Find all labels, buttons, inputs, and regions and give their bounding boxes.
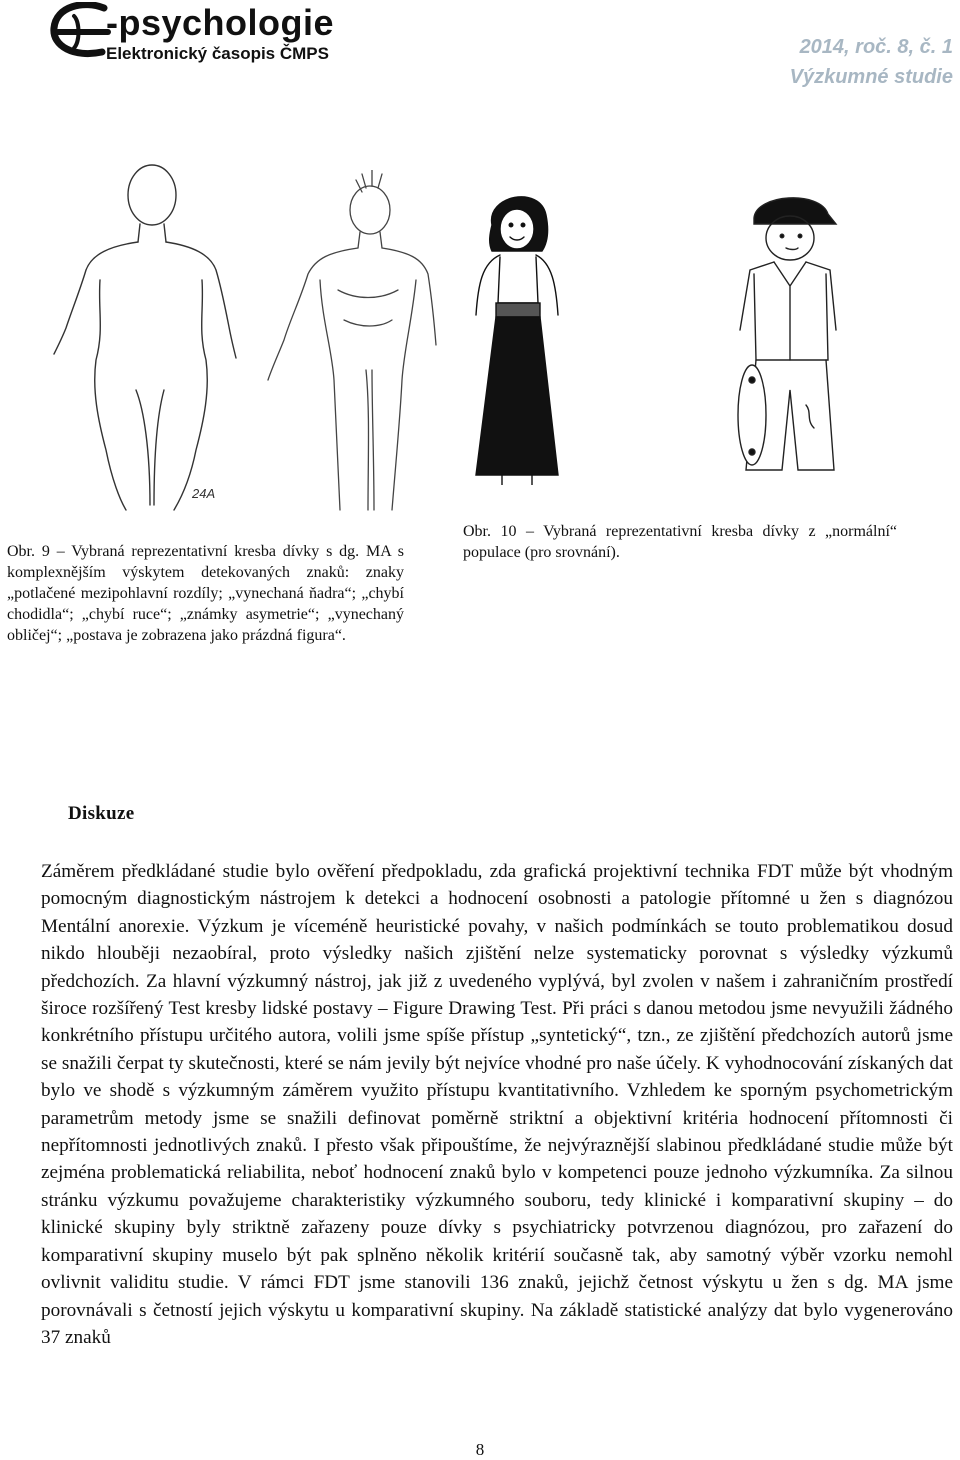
body-paragraph: Záměrem předkládané studie bylo ověření předpokladu, zda grafická projektivní technika FDT může být vhodným pomocným diagnostickým nástrojem k detekci a hodnocení osobnosti a patologie přítomné u žen s diagnózou Mentální anorexie. Výzkum je víceméně heuristické povahy, v našich podmínkách se touto problematikou dosud nikdo hlouběji nezaobíral, proto výsledky našich zjištění nelze systematicky porovnat s výsledky výzkumů předchozích. Za hlavní výzkumný nástroj, jak již z uvedeného vyplývá, byl zvolen v našem i zahraničním prostředí široce rozšířený Test kresby lidské postavy – Figure Drawing Test. Při práci s danou metodou jsme nevyužili žádného konkrétního přístupu určitého autora, volili jsme spíše přístup „syntetický“, tzn., ze zjištění předchozích autorů jsme se snažili čerpat ty skutečnosti, které se nám jevily být nejvíce vhodné pro naše účely. K vyhodnocování získaných dat bylo ve shodě s výzkumným záměrem využito přístupu kvantitativního. Vzhledem ke sporným psychometrickým parametrům metody jsme se snažili definovat poměrně striktní a objektivní kritéria hodnocení přítomnosti či nepřítomnosti jednotlivých znaků. I přesto však připouštíme, že nejvýraznější slabinou předkládané studie může být zejména problematická reliabilita, neboť hodnocení znaků bylo v kompetenci pouze jednoho výzkumníka. Za silnou stránku výzkumu považujeme charakteristiky výzkumného souboru, tedy klinické i komparativní skupiny – do klinické skupiny byly striktně zařazeny pouze dívky s psychiatricky potvrzenou diagnózou, pro zařazení do komparativní skupiny muselo být pak splněno několik kritérií současně tak, aby samotný výběr vzorku nemohl ovlivnit validitu studie. V rámci FDT jsme stanovili 136 znaků, jejichž četnost výskytu u žen s dg. MA jsme porovnávali s četností jejich výskytu u komparativní skupiny. Na základě statistické analýzy dat bylo vygenerováno 37 znaků xyxy=(41,861,953,1348)
section-name: Výzkumné studie xyxy=(789,66,953,88)
logo-title: -psychologie xyxy=(106,2,335,43)
drawing-label xyxy=(192,485,232,507)
journal-logo xyxy=(44,2,384,66)
logo-subtitle: Elektronický časopis ČMPS xyxy=(106,44,329,63)
page-number: 8 xyxy=(475,1440,485,1459)
issue-info: 2014, roč. 8, č. 1 xyxy=(799,36,953,58)
drawing-female-outline xyxy=(40,150,240,515)
drawing-label-text: 24A xyxy=(192,486,216,501)
section-heading: Diskuze xyxy=(68,803,135,824)
drawing-boy-skateboard xyxy=(710,190,870,480)
e-logo-icon xyxy=(44,2,114,62)
drawing-male-outline xyxy=(260,170,440,515)
figure-9-caption: Obr. 9 – Vybraná reprezentativní kresba dívky s dg. MA s komplexnějším výskytem detekovaných znaků: znaky „potlačené mezipohlavní rozdíly; „vynechaná ňadra“; „chybí chodidla“; „chybí ruce“; „známky asymetrie“; „vynechaný obličej“; „postava je zobrazena jako prázdná figura“. xyxy=(7,543,404,644)
figure-10-caption: Obr. 10 – Vybraná reprezentativní kresba dívky z „normální“ populace (pro srovnání). xyxy=(463,523,897,561)
drawing-girl-skirt xyxy=(462,185,572,485)
